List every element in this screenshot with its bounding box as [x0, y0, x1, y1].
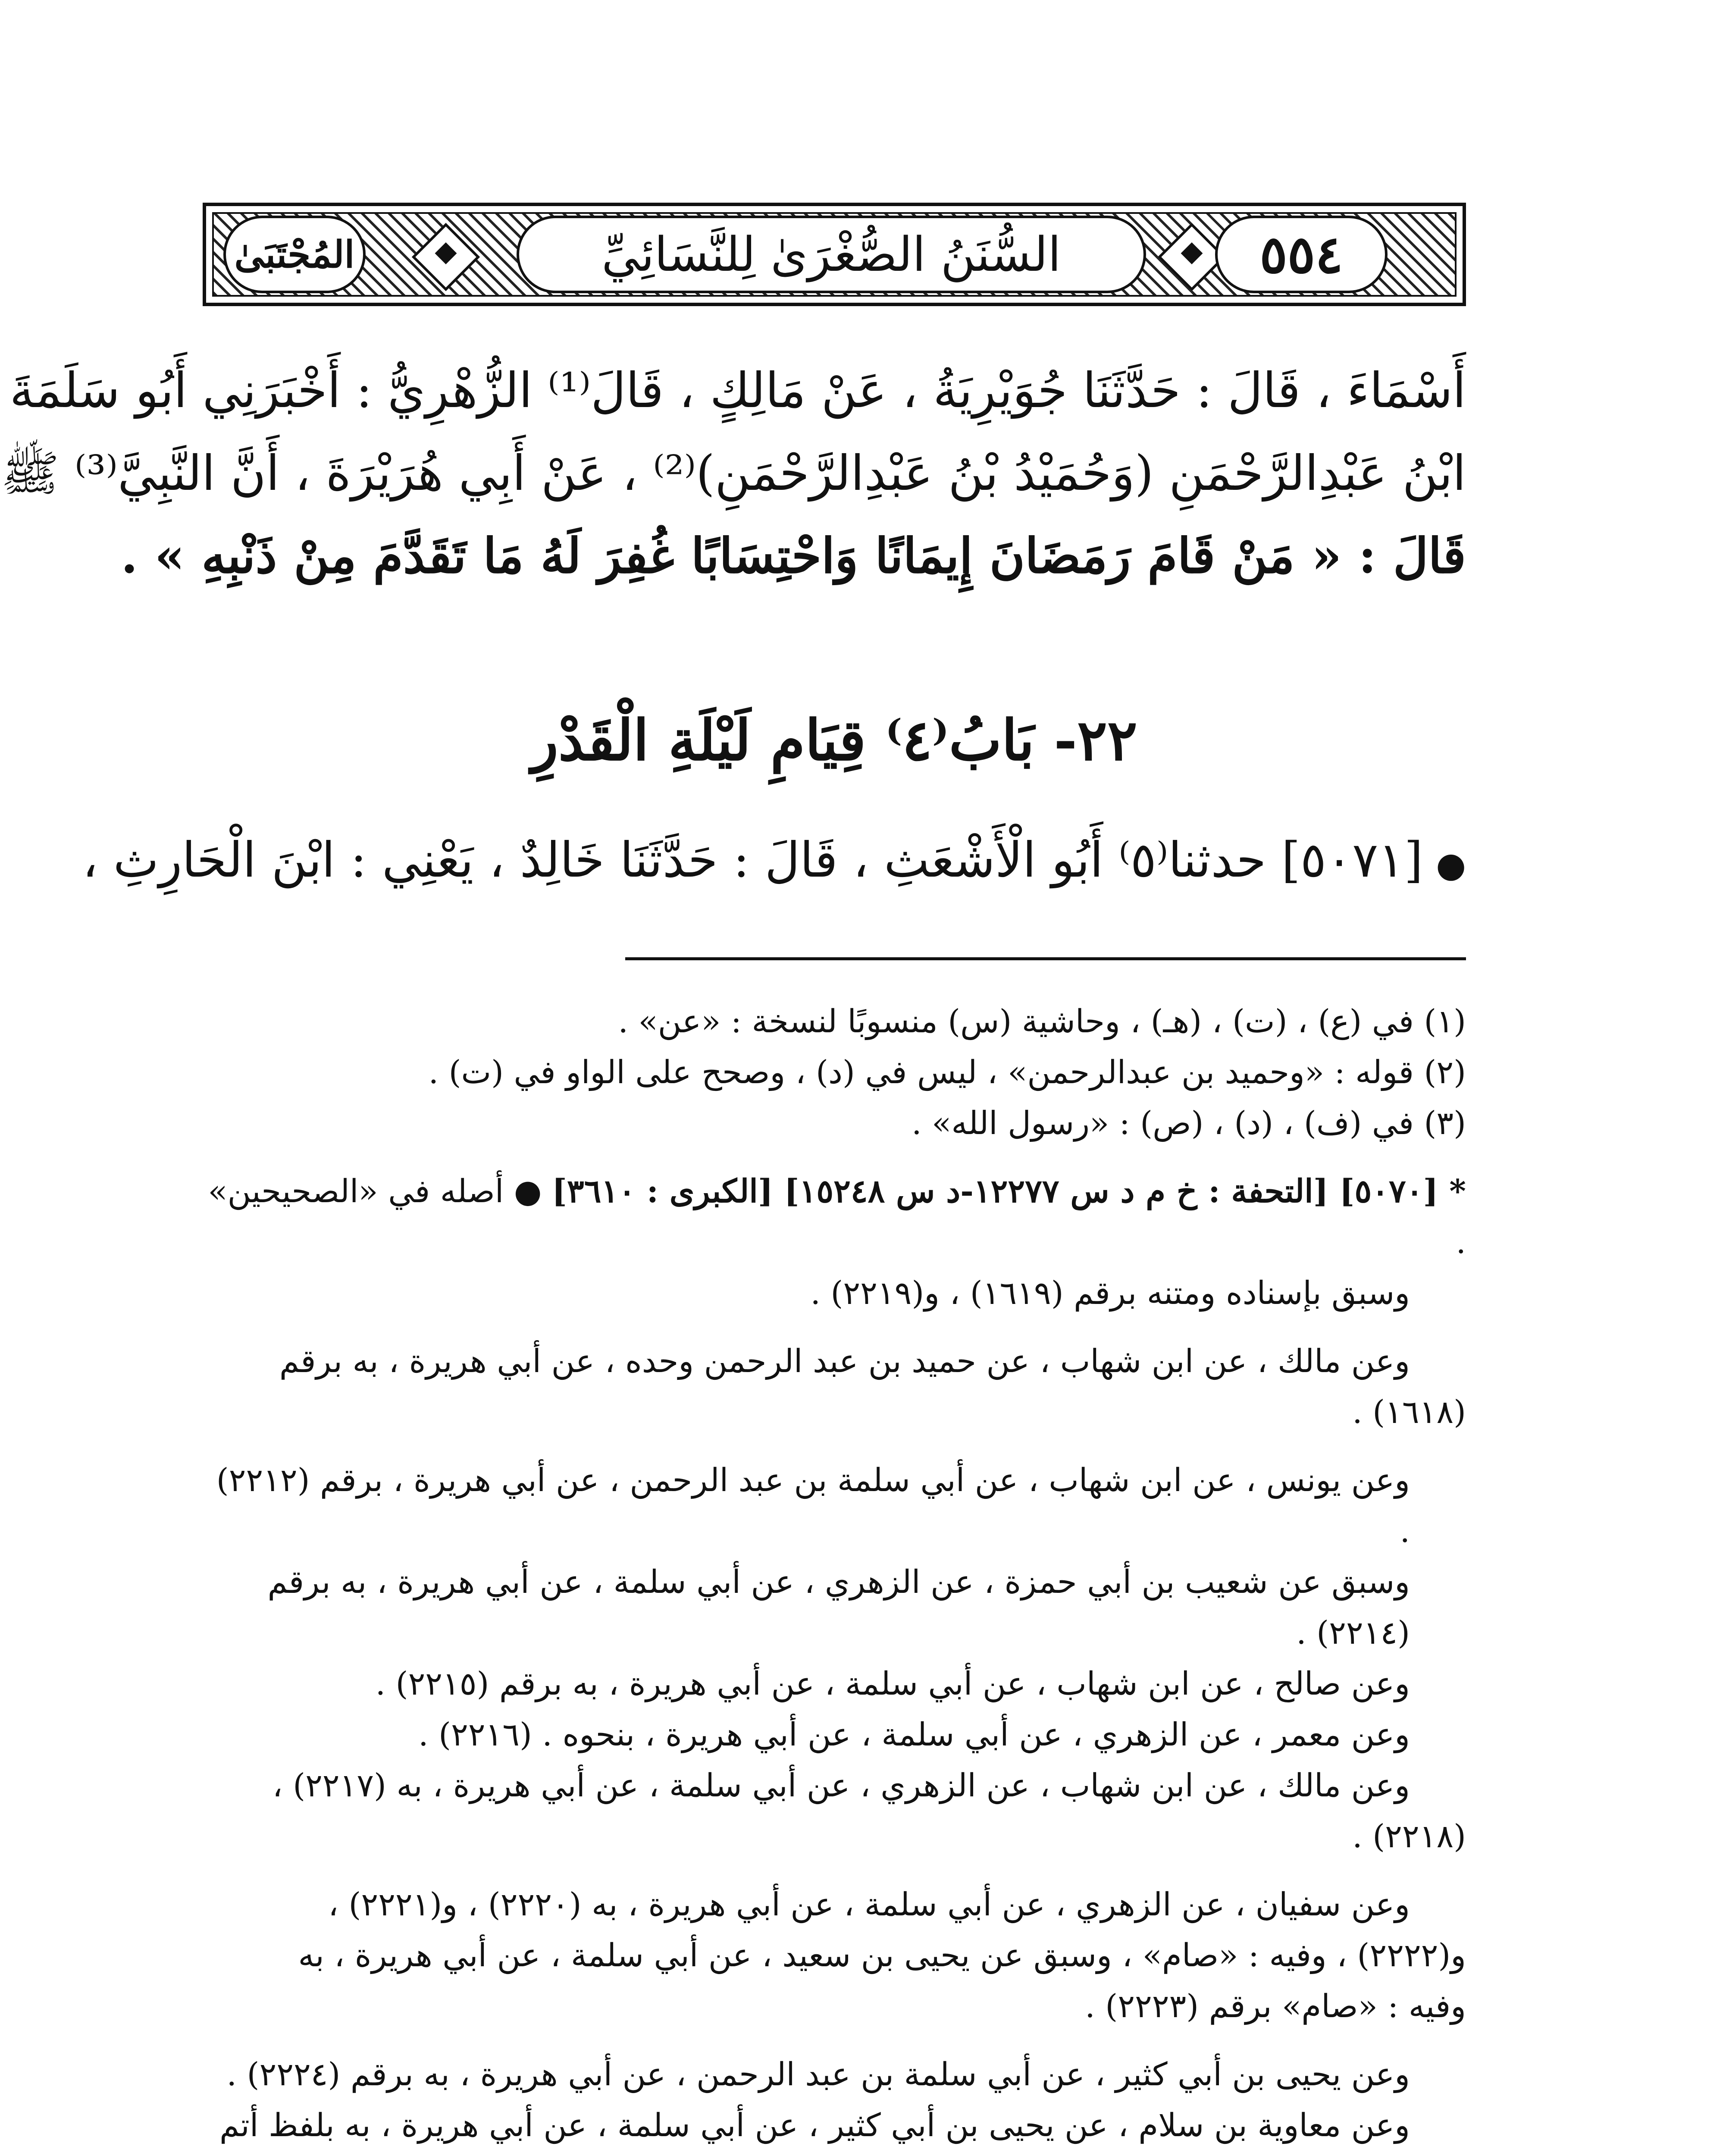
title-plaque	[517, 216, 1146, 293]
takhrij-line: وسبق بإسناده ومتنه برقم (١٦١٩) ، و(٢٢١٩) .	[810, 1275, 1410, 1312]
footnotes	[203, 996, 1466, 2156]
takhrij-line: وعن صالح ، عن ابن شهاب ، عن أبي سلمة ، عن أبي هريرة ، به برقم (٢٢١٥) .	[375, 1665, 1410, 1702]
takhrij-line: وسبق عن شعيب بن أبي حمزة ، عن الزهري ، عن أبي سلمة ، عن أبي هريرة ، به برقم (٢٢١٤) .	[267, 1564, 1410, 1651]
takhrij-line: وعن سفيان ، عن الزهري ، عن أبي سلمة ، عن أبي هريرة ، به (٢٢٢٠) ، و(٢٢٢١) ،	[328, 1886, 1410, 1923]
text-line-1: أَسْمَاءَ ، قَالَ : حَدَّثَنَا جُوَيْرِيَةُ ، عَنْ مَالِكٍ ، قَالَ⁽¹⁾ الزُّهْرِيُّ : أَخْبَرَنِي أَبُو سَلَمَةَ	[9, 363, 1466, 419]
footnote-separator	[625, 957, 1466, 960]
takhrij-line: و(٢٢٢٢) ، وفيه : «صام» ، وسبق عن يحيى بن سعيد ، عن أبي سلمة ، عن أبي هريرة ، به	[298, 1937, 1466, 1974]
takhrij-line: (٢٢١٨) .	[1352, 1818, 1466, 1855]
takhrij-tail: ● أصله في «الصحيحين» .	[208, 1173, 1466, 1261]
footnote-1: (١) في (ع) ، (ت) ، (هـ) ، وحاشية (س) منسوبًا لنسخة : «عن» .	[618, 1003, 1466, 1040]
book-name: المُجْتَبَىٰ	[234, 232, 355, 276]
hadith-start-text: [٥٠٧١] حدثنا⁽٥⁾ أَبُو الْأَشْعَثِ ، قَالَ : حَدَّثَنَا خَالِدٌ ، يَعْنِي : ابْنَ الْحَارِثِ ،	[82, 832, 1423, 888]
footnote-3: (٣) في (ف) ، (د) ، (ص) : «رسول الله» .	[912, 1105, 1466, 1142]
takhrij-lead: * [٥٠٧٠] [التحفة : خ م د س ١٢٢٧٧-د س ١٥٢٤٨] [الكبرى : ٣٦١٠]	[551, 1173, 1466, 1210]
hadith-start-line	[82, 832, 1466, 888]
takhrij-lead-line	[203, 1166, 1466, 1268]
bullet-icon: ●	[1436, 845, 1466, 885]
takhrij-line: (١٦١٨) .	[1352, 1394, 1466, 1431]
footnote-2: (٢) قوله : «وحميد بن عبدالرحمن» ، ليس في (د) ، وصحح على الواو في (ت) .	[428, 1054, 1466, 1091]
hadith-quote: قَالَ : « مَنْ قَامَ رَمَضَانَ إِيمَانًا وَاحْتِسَابًا غُفِرَ لَهُ مَا تَقَدَّمَ مِنْ ذَنْبِهِ » .	[121, 528, 1466, 584]
takhrij-line: وعن يونس ، عن ابن شهاب ، عن أبي سلمة بن عبد الرحمن ، عن أبي هريرة ، برقم (٢٢١٢) .	[216, 1462, 1410, 1550]
takhrij-line: وعن مالك ، عن ابن شهاب ، عن الزهري ، عن أبي سلمة ، عن أبي هريرة ، به (٢٢١٧) ،	[272, 1767, 1410, 1804]
chapter-heading: ٢٢- بَابُ⁽٤⁾ قِيَامِ لَيْلَةِ الْقَدْرِ	[531, 707, 1137, 773]
book-name-plaque	[223, 216, 366, 293]
takhrij-line: وعن معمر ، عن الزهري ، عن أبي سلمة ، عن أبي هريرة ، بنحوه . (٢٢١٦) .	[418, 1716, 1410, 1753]
takhrij-line: وعن يحيى بن أبي كثير ، عن أبي سلمة بن عبد الرحمن ، عن أبي هريرة ، به برقم (٢٢٢٤) .	[226, 2056, 1410, 2093]
page-number-plaque	[1215, 216, 1388, 293]
page-number: ٥٥٤	[1259, 224, 1343, 285]
takhrij-line: وفيه : «صام» برقم (٢٢٢٣) .	[1085, 1988, 1466, 2025]
page-header	[203, 203, 1466, 306]
text-line-2: ابْنُ عَبْدِالرَّحْمَنِ (وَحُمَيْدُ بْنُ عَبْدِالرَّحْمَنِ)⁽²⁾ ، عَنْ أَبِي هُرَيْرَةَ ، أَنَّ النَّبِيَّ⁽³⁾ ﷺ	[1, 445, 1466, 501]
main-text	[1, 349, 1466, 598]
header-title: السُّنَنُ الصُّغْرَىٰ لِلنَّسَائِيِّ	[601, 227, 1061, 282]
takhrij-line: وعن معاوية بن سلام ، عن يحيى بن أبي كثير ، عن أبي سلمة ، عن أبي هريرة ، به بلفظ أتم	[219, 2107, 1410, 2144]
takhrij-line: وعن مالك ، عن ابن شهاب ، عن حميد بن عبد الرحمن وحده ، عن أبي هريرة ، به برقم	[279, 1343, 1410, 1380]
